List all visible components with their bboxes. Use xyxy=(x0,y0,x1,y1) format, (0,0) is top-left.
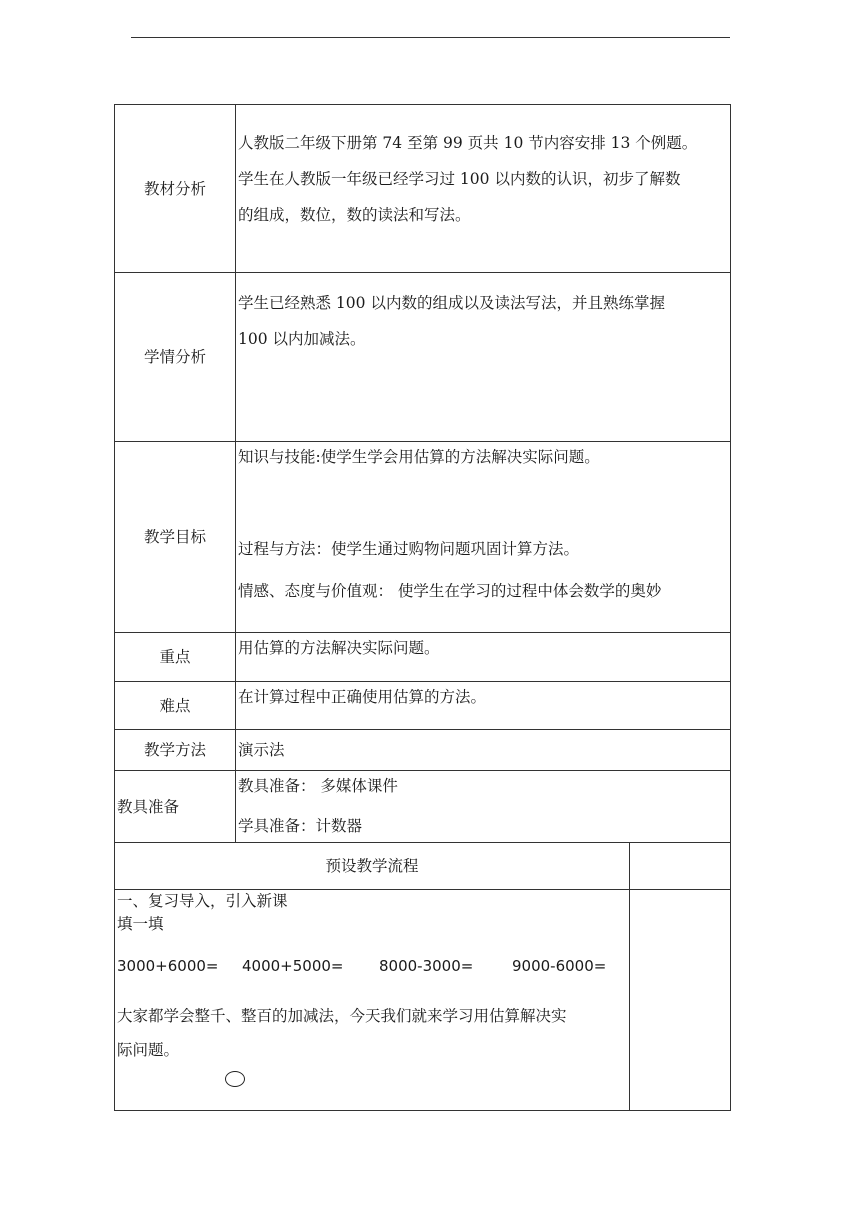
calc-row xyxy=(117,951,629,981)
row-flow-content xyxy=(115,890,731,1111)
students-line-1: 学生已经熟悉 100 以内数的组成以及读法写法，并且熟练掌握 xyxy=(238,294,665,312)
content-material-analysis xyxy=(236,105,731,273)
row-teaching-goals xyxy=(115,442,731,633)
label-student-analysis: 学情分析 xyxy=(115,273,236,442)
row-material-analysis xyxy=(115,105,731,273)
goal-emotion: 情感、态度与价值观： 使学生在学习的过程中体会数学的奥妙 xyxy=(238,582,662,600)
content-student-analysis xyxy=(236,273,731,442)
label-material-analysis: 教材分析 xyxy=(115,105,236,273)
intro-line-2: 际问题。 xyxy=(117,1041,180,1059)
goal-process: 过程与方法：使学生通过购物问题巩固计算方法。 xyxy=(238,540,580,558)
row-flow-header xyxy=(115,843,731,890)
material-line-2: 学生在人教版一年级已经学习过 100 以内数的认识，初步了解数 xyxy=(238,170,681,188)
fill-title: 填一填 xyxy=(117,915,164,933)
intro-line-1: 大家都学会整千、整百的加减法，今天我们就来学习用估算解决实 xyxy=(117,1007,567,1025)
row-difficulty xyxy=(115,682,731,730)
material-line-3: 的组成，数位，数的读法和写法。 xyxy=(238,206,471,224)
label-teaching-goals: 教学目标 xyxy=(115,442,236,633)
flow-header: 预设教学流程 xyxy=(115,843,630,890)
header-rule xyxy=(131,37,730,38)
calc-2: 4000+5000= xyxy=(242,957,344,975)
label-teaching-method: 教学方法 xyxy=(115,730,236,771)
label-key-point: 重点 xyxy=(115,633,236,682)
label-difficulty: 难点 xyxy=(115,682,236,730)
tools-student: 学具准备：计数器 xyxy=(238,817,363,835)
calc-1: 3000+6000= xyxy=(117,957,219,975)
flow-content-side xyxy=(630,890,731,1111)
tools-teacher: 教具准备： 多媒体课件 xyxy=(238,777,398,795)
content-teaching-tools xyxy=(236,771,731,843)
circle-shape xyxy=(225,1071,245,1087)
content-difficulty: 在计算过程中正确使用估算的方法。 xyxy=(236,682,731,730)
content-teaching-method: 演示法 xyxy=(236,730,731,771)
material-line-1: 人教版二年级下册第 74 至第 99 页共 10 节内容安排 13 个例题。 xyxy=(238,134,698,152)
row-student-analysis xyxy=(115,273,731,442)
row-teaching-tools xyxy=(115,771,731,843)
content-key-point: 用估算的方法解决实际问题。 xyxy=(236,633,731,682)
content-teaching-goals xyxy=(236,442,731,633)
flow-header-side xyxy=(630,843,731,890)
calc-3: 8000-3000= xyxy=(379,957,474,975)
goal-knowledge: 知识与技能:使学生学会用估算的方法解决实际问题。 xyxy=(238,448,600,466)
calc-4: 9000-6000= xyxy=(512,957,607,975)
students-line-2: 100 以内加减法。 xyxy=(238,330,366,348)
flow-content xyxy=(115,890,630,1111)
lesson-plan-table xyxy=(114,104,731,1111)
section1-title: 一、复习导入，引入新课 xyxy=(117,892,288,910)
row-teaching-method xyxy=(115,730,731,771)
label-teaching-tools: 教具准备 xyxy=(115,771,236,843)
row-key-point xyxy=(115,633,731,682)
